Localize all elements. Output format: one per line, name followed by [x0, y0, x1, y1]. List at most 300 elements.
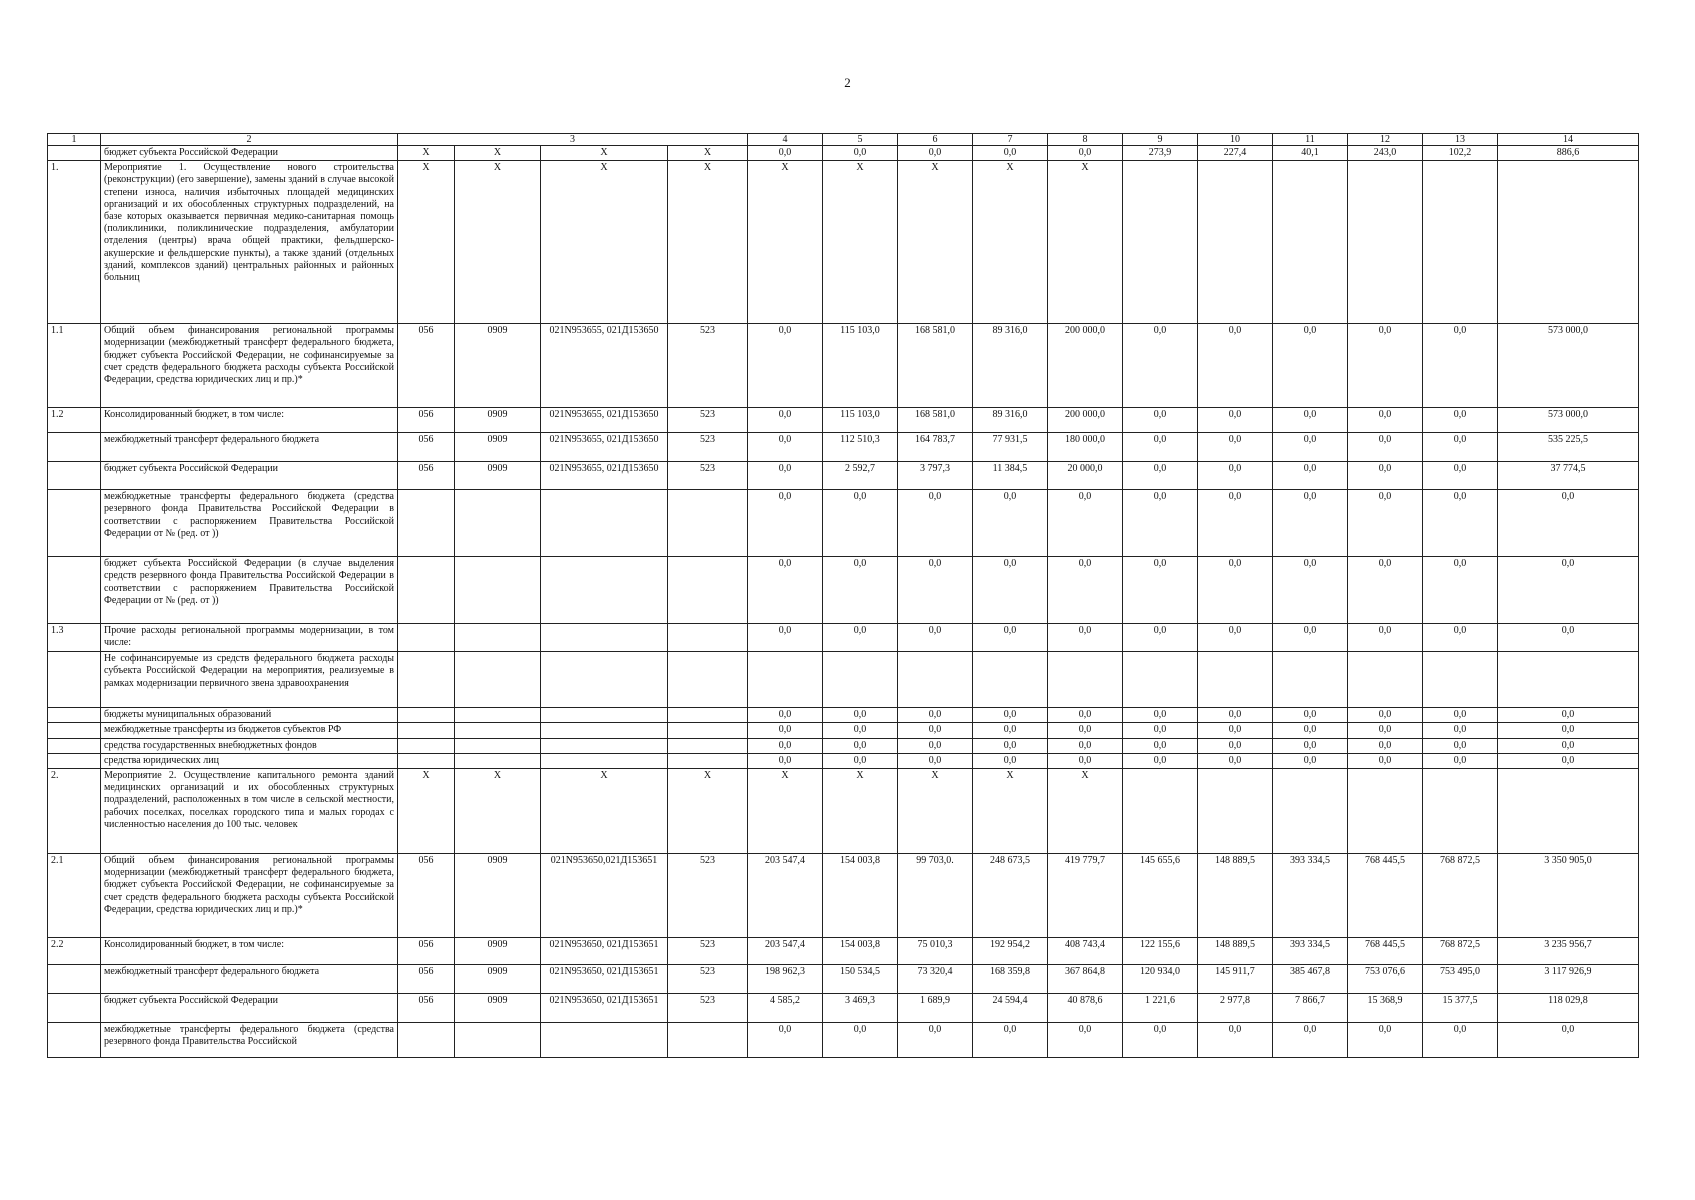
row-description: Общий объем финансирования региональной программы модернизации (межбюджетный трансферт федерального бюджета, бюджет субъекта Российской Федерации, не софинансируемые за счет средств федерального бюджета расходы субъекта Российской Федерации, средства юридических лиц и пр.)*	[101, 854, 398, 938]
code-cell	[398, 738, 455, 753]
value-cell: 0,0	[1123, 1023, 1198, 1058]
code-cell	[541, 708, 668, 723]
value-cell: 1 689,9	[898, 994, 973, 1023]
code-cell: 523	[668, 408, 748, 433]
value-cell: 0,0	[1048, 738, 1123, 753]
value-cell: 0,0	[823, 490, 898, 557]
code-cell: X	[455, 146, 541, 161]
code-cell: X	[668, 161, 748, 324]
value-cell	[1348, 161, 1423, 324]
code-cell: X	[541, 161, 668, 324]
code-cell	[541, 624, 668, 652]
code-cell	[668, 652, 748, 708]
value-cell: 0,0	[898, 708, 973, 723]
code-cell: 021N953655, 021Д153650	[541, 408, 668, 433]
value-cell: 0,0	[1198, 753, 1273, 768]
value-cell: 203 547,4	[748, 938, 823, 965]
column-number-5: 5	[823, 134, 898, 146]
table-row	[48, 324, 1639, 408]
value-cell: 0,0	[823, 624, 898, 652]
value-cell: 0,0	[1273, 1023, 1348, 1058]
value-cell: 0,0	[973, 708, 1048, 723]
value-cell: 40,1	[1273, 146, 1348, 161]
value-cell: 0,0	[1273, 624, 1348, 652]
code-cell	[668, 557, 748, 624]
row-number: 1.2	[48, 408, 101, 433]
value-cell: 0,0	[748, 753, 823, 768]
value-cell	[1123, 652, 1198, 708]
value-cell	[1123, 769, 1198, 854]
row-description: межбюджетные трансферты из бюджетов субъектов РФ	[101, 723, 398, 738]
row-description: межбюджетные трансферты федерального бюджета (средства резервного фонда Правительства Российской Федерации в соответствии с распоряжением Правительства Российской Федерации от № (ред. от ))	[101, 490, 398, 557]
value-cell	[1423, 769, 1498, 854]
code-cell: 056	[398, 938, 455, 965]
code-cell: 056	[398, 854, 455, 938]
value-cell: 75 010,3	[898, 938, 973, 965]
value-cell: 0,0	[1273, 433, 1348, 462]
code-cell	[398, 753, 455, 768]
value-cell: 0,0	[1348, 490, 1423, 557]
value-cell	[823, 652, 898, 708]
value-cell: 0,0	[898, 723, 973, 738]
value-cell: 393 334,5	[1273, 938, 1348, 965]
page-number: 2	[844, 75, 851, 90]
value-cell: 37 774,5	[1498, 462, 1639, 490]
value-cell: X	[898, 161, 973, 324]
value-cell: 0,0	[748, 557, 823, 624]
row-number	[48, 965, 101, 994]
column-number-14: 14	[1498, 134, 1639, 146]
code-cell: 0909	[455, 938, 541, 965]
code-cell	[455, 708, 541, 723]
value-cell: 0,0	[1198, 738, 1273, 753]
row-number: 1.3	[48, 624, 101, 652]
value-cell: 0,0	[1123, 433, 1198, 462]
value-cell: X	[973, 161, 1048, 324]
value-cell: 192 954,2	[973, 938, 1048, 965]
code-cell: X	[668, 146, 748, 161]
code-cell: 0909	[455, 462, 541, 490]
value-cell	[1423, 161, 1498, 324]
value-cell	[1423, 652, 1498, 708]
value-cell: 0,0	[1123, 557, 1198, 624]
code-cell: X	[668, 769, 748, 854]
value-cell	[1048, 652, 1123, 708]
value-cell: 248 673,5	[973, 854, 1048, 938]
value-cell: 0,0	[1423, 753, 1498, 768]
value-cell: 0,0	[1198, 1023, 1273, 1058]
row-description: межбюджетный трансферт федерального бюджета	[101, 965, 398, 994]
row-description: бюджет субъекта Российской Федерации (в случае выделения средств резервного фонда Правительства Российской Федерации в соответствии с распоряжением Правительства Российской Федерации от № (ред. от ))	[101, 557, 398, 624]
value-cell: 243,0	[1348, 146, 1423, 161]
value-cell: 0,0	[748, 146, 823, 161]
value-cell: 122 155,6	[1123, 938, 1198, 965]
value-cell: 0,0	[748, 324, 823, 408]
row-description: средства государственных внебюджетных фондов	[101, 738, 398, 753]
row-number	[48, 490, 101, 557]
code-cell: 056	[398, 965, 455, 994]
row-number: 2.	[48, 769, 101, 854]
value-cell: 200 000,0	[1048, 324, 1123, 408]
value-cell: 0,0	[1498, 557, 1639, 624]
value-cell: 102,2	[1423, 146, 1498, 161]
column-number-12: 12	[1348, 134, 1423, 146]
row-number: 2.2	[48, 938, 101, 965]
code-cell: 056	[398, 994, 455, 1023]
value-cell: 0,0	[1423, 624, 1498, 652]
value-cell: 0,0	[898, 490, 973, 557]
table-row	[48, 938, 1639, 965]
value-cell: 0,0	[1348, 723, 1423, 738]
value-cell	[1348, 769, 1423, 854]
value-cell: 0,0	[748, 433, 823, 462]
code-cell: X	[541, 769, 668, 854]
code-cell	[398, 1023, 455, 1058]
code-cell: 0909	[455, 994, 541, 1023]
row-number: 1.1	[48, 324, 101, 408]
row-number	[48, 1023, 101, 1058]
code-cell: 056	[398, 324, 455, 408]
value-cell: 115 103,0	[823, 324, 898, 408]
value-cell: X	[823, 769, 898, 854]
code-cell: 0909	[455, 324, 541, 408]
row-number	[48, 994, 101, 1023]
value-cell: 0,0	[1348, 408, 1423, 433]
code-cell	[668, 490, 748, 557]
value-cell: 0,0	[1273, 490, 1348, 557]
value-cell	[1273, 769, 1348, 854]
value-cell: 0,0	[1123, 490, 1198, 557]
value-cell: 0,0	[823, 723, 898, 738]
value-cell: 0,0	[973, 738, 1048, 753]
value-cell: 0,0	[748, 738, 823, 753]
value-cell: 0,0	[1498, 708, 1639, 723]
row-number	[48, 462, 101, 490]
column-number-1: 1	[48, 134, 101, 146]
value-cell: 15 368,9	[1348, 994, 1423, 1023]
value-cell: X	[748, 769, 823, 854]
code-cell: X	[455, 769, 541, 854]
value-cell: 154 003,8	[823, 854, 898, 938]
value-cell	[1498, 161, 1639, 324]
row-number	[48, 433, 101, 462]
value-cell: 164 783,7	[898, 433, 973, 462]
value-cell	[748, 652, 823, 708]
code-cell: 523	[668, 324, 748, 408]
value-cell: 0,0	[748, 490, 823, 557]
column-number-4: 4	[748, 134, 823, 146]
value-cell: 200 000,0	[1048, 408, 1123, 433]
column-number-2: 2	[101, 134, 398, 146]
table-row	[48, 769, 1639, 854]
value-cell: 145 655,6	[1123, 854, 1198, 938]
column-number-row	[48, 134, 1639, 146]
value-cell: 3 350 905,0	[1498, 854, 1639, 938]
table-row	[48, 1023, 1639, 1058]
value-cell: 768 445,5	[1348, 938, 1423, 965]
row-description: Мероприятие 2. Осуществление капитального ремонта зданий медицинских организаций и их обособленных структурных подразделений, расположенных в том числе в сельской местности, рабочих поселках, поселках городского типа и малых городах с численностью населения до 100 тыс. человек	[101, 769, 398, 854]
value-cell: 573 000,0	[1498, 408, 1639, 433]
value-cell: 120 934,0	[1123, 965, 1198, 994]
value-cell: 0,0	[1348, 624, 1423, 652]
value-cell: 273,9	[1123, 146, 1198, 161]
value-cell: 150 534,5	[823, 965, 898, 994]
value-cell: 1 221,6	[1123, 994, 1198, 1023]
code-cell	[541, 753, 668, 768]
value-cell: 3 235 956,7	[1498, 938, 1639, 965]
value-cell: 145 911,7	[1198, 965, 1273, 994]
row-number	[48, 708, 101, 723]
code-cell	[541, 490, 668, 557]
value-cell: 0,0	[1273, 557, 1348, 624]
value-cell: 2 592,7	[823, 462, 898, 490]
value-cell: X	[1048, 161, 1123, 324]
column-number-13: 13	[1423, 134, 1498, 146]
table-row	[48, 753, 1639, 768]
code-cell: 021N953650, 021Д153651	[541, 965, 668, 994]
value-cell: 0,0	[1498, 738, 1639, 753]
value-cell: 24 594,4	[973, 994, 1048, 1023]
code-cell: 0909	[455, 965, 541, 994]
row-number: 1.	[48, 161, 101, 324]
value-cell	[1348, 652, 1423, 708]
code-cell: 021N953650, 021Д153651	[541, 938, 668, 965]
row-number	[48, 738, 101, 753]
value-cell: 0,0	[1048, 146, 1123, 161]
value-cell	[1498, 652, 1639, 708]
value-cell: 0,0	[1123, 624, 1198, 652]
code-cell: 021N953650,021Д153651	[541, 854, 668, 938]
value-cell: 0,0	[1498, 490, 1639, 557]
value-cell: 0,0	[898, 738, 973, 753]
value-cell: 154 003,8	[823, 938, 898, 965]
value-cell: 11 384,5	[973, 462, 1048, 490]
row-description: бюджеты муниципальных образований	[101, 708, 398, 723]
code-cell	[455, 490, 541, 557]
value-cell: 0,0	[823, 1023, 898, 1058]
value-cell: 168 581,0	[898, 408, 973, 433]
table-row	[48, 490, 1639, 557]
column-number-6: 6	[898, 134, 973, 146]
value-cell: 89 316,0	[973, 408, 1048, 433]
budget-table	[47, 133, 1639, 1058]
row-description: Не софинансируемые из средств федерального бюджета расходы субъекта Российской Федерации на мероприятия, реализуемые в рамках модернизации первичного звена здравоохранения	[101, 652, 398, 708]
value-cell: 3 117 926,9	[1498, 965, 1639, 994]
value-cell: 73 320,4	[898, 965, 973, 994]
value-cell: 168 581,0	[898, 324, 973, 408]
value-cell: 0,0	[1048, 753, 1123, 768]
column-number-7: 7	[973, 134, 1048, 146]
row-number: 2.1	[48, 854, 101, 938]
value-cell: 768 872,5	[1423, 854, 1498, 938]
value-cell: 0,0	[1348, 462, 1423, 490]
value-cell: 0,0	[1498, 624, 1639, 652]
column-number-10: 10	[1198, 134, 1273, 146]
value-cell: 148 889,5	[1198, 854, 1273, 938]
code-cell: 021N953655, 021Д153650	[541, 433, 668, 462]
value-cell: 0,0	[973, 146, 1048, 161]
code-cell	[455, 723, 541, 738]
value-cell: 0,0	[1123, 708, 1198, 723]
value-cell: 0,0	[1348, 557, 1423, 624]
value-cell: 0,0	[1123, 408, 1198, 433]
value-cell: 0,0	[1198, 462, 1273, 490]
value-cell: 0,0	[1423, 433, 1498, 462]
column-number-11: 11	[1273, 134, 1348, 146]
code-cell: 0909	[455, 854, 541, 938]
code-cell	[398, 557, 455, 624]
code-cell	[455, 652, 541, 708]
value-cell: 0,0	[1273, 708, 1348, 723]
code-cell	[455, 738, 541, 753]
table-row	[48, 433, 1639, 462]
value-cell: 4 585,2	[748, 994, 823, 1023]
value-cell: 0,0	[1123, 462, 1198, 490]
code-cell: X	[541, 146, 668, 161]
code-cell	[668, 753, 748, 768]
value-cell: 180 000,0	[1048, 433, 1123, 462]
code-cell	[668, 708, 748, 723]
code-cell: 523	[668, 994, 748, 1023]
value-cell: 535 225,5	[1498, 433, 1639, 462]
code-cell	[398, 490, 455, 557]
row-description: межбюджетные трансферты федерального бюджета (средства резервного фонда Правительства Российской	[101, 1023, 398, 1058]
value-cell: 227,4	[1198, 146, 1273, 161]
value-cell: 0,0	[973, 557, 1048, 624]
value-cell: 0,0	[1423, 408, 1498, 433]
row-description: бюджет субъекта Российской Федерации	[101, 146, 398, 161]
value-cell: 0,0	[1198, 624, 1273, 652]
value-cell: 20 000,0	[1048, 462, 1123, 490]
code-cell: 0909	[455, 408, 541, 433]
value-cell: 112 510,3	[823, 433, 898, 462]
row-number	[48, 557, 101, 624]
value-cell: 0,0	[1198, 490, 1273, 557]
value-cell: 0,0	[1198, 408, 1273, 433]
value-cell: 0,0	[1048, 723, 1123, 738]
value-cell: 0,0	[748, 624, 823, 652]
value-cell: 886,6	[1498, 146, 1639, 161]
value-cell: 768 445,5	[1348, 854, 1423, 938]
code-cell: 523	[668, 854, 748, 938]
value-cell: 0,0	[1048, 1023, 1123, 1058]
code-cell: 523	[668, 462, 748, 490]
value-cell: 0,0	[1348, 324, 1423, 408]
row-number	[48, 723, 101, 738]
value-cell: 0,0	[898, 146, 973, 161]
code-cell	[455, 753, 541, 768]
value-cell: 0,0	[973, 723, 1048, 738]
value-cell: 0,0	[1123, 723, 1198, 738]
value-cell: 0,0	[748, 408, 823, 433]
column-number-9: 9	[1123, 134, 1198, 146]
code-cell: 523	[668, 938, 748, 965]
value-cell: 77 931,5	[973, 433, 1048, 462]
code-cell	[541, 557, 668, 624]
code-cell: X	[455, 161, 541, 324]
value-cell: 89 316,0	[973, 324, 1048, 408]
value-cell: 0,0	[1423, 462, 1498, 490]
value-cell: 203 547,4	[748, 854, 823, 938]
code-cell	[541, 738, 668, 753]
value-cell: 0,0	[1198, 723, 1273, 738]
row-description: средства юридических лиц	[101, 753, 398, 768]
table-row	[48, 462, 1639, 490]
value-cell: 3 797,3	[898, 462, 973, 490]
value-cell: 0,0	[1198, 708, 1273, 723]
value-cell: 0,0	[748, 708, 823, 723]
value-cell: 0,0	[1198, 433, 1273, 462]
value-cell: 0,0	[748, 462, 823, 490]
value-cell: 0,0	[1123, 324, 1198, 408]
code-cell: 523	[668, 433, 748, 462]
value-cell: 0,0	[973, 490, 1048, 557]
value-cell: 0,0	[1273, 324, 1348, 408]
value-cell: 118 029,8	[1498, 994, 1639, 1023]
value-cell: 168 359,8	[973, 965, 1048, 994]
row-description: Консолидированный бюджет, в том числе:	[101, 408, 398, 433]
value-cell: 0,0	[1423, 490, 1498, 557]
value-cell	[1198, 769, 1273, 854]
row-description: бюджет субъекта Российской Федерации	[101, 994, 398, 1023]
value-cell: 0,0	[1423, 723, 1498, 738]
value-cell: 0,0	[973, 1023, 1048, 1058]
value-cell: 0,0	[748, 723, 823, 738]
code-cell	[668, 738, 748, 753]
code-cell: X	[398, 146, 455, 161]
code-cell	[455, 1023, 541, 1058]
code-cell	[541, 1023, 668, 1058]
value-cell: 753 076,6	[1348, 965, 1423, 994]
code-cell	[455, 557, 541, 624]
value-cell: 0,0	[1348, 738, 1423, 753]
code-cell: 056	[398, 433, 455, 462]
value-cell: 408 743,4	[1048, 938, 1123, 965]
value-cell: 0,0	[823, 753, 898, 768]
table-row	[48, 965, 1639, 994]
value-cell: 0,0	[973, 624, 1048, 652]
value-cell: 0,0	[1423, 738, 1498, 753]
code-cell	[398, 652, 455, 708]
value-cell: 0,0	[1348, 1023, 1423, 1058]
code-cell	[541, 723, 668, 738]
code-cell	[398, 708, 455, 723]
row-number	[48, 753, 101, 768]
value-cell: 0,0	[1273, 753, 1348, 768]
value-cell: 0,0	[1348, 433, 1423, 462]
table-row	[48, 624, 1639, 652]
value-cell: 2 977,8	[1198, 994, 1273, 1023]
value-cell	[1498, 769, 1639, 854]
value-cell: 0,0	[1273, 723, 1348, 738]
value-cell	[898, 652, 973, 708]
table-row	[48, 557, 1639, 624]
value-cell	[1198, 652, 1273, 708]
value-cell: 753 495,0	[1423, 965, 1498, 994]
row-number	[48, 146, 101, 161]
code-cell: 056	[398, 462, 455, 490]
value-cell: 3 469,3	[823, 994, 898, 1023]
value-cell: 0,0	[1273, 462, 1348, 490]
code-cell: 021N953655, 021Д153650	[541, 324, 668, 408]
value-cell: 99 703,0.	[898, 854, 973, 938]
code-cell	[668, 1023, 748, 1058]
value-cell: 0,0	[1423, 708, 1498, 723]
table-row	[48, 854, 1639, 938]
value-cell: 0,0	[748, 1023, 823, 1058]
table-row	[48, 723, 1639, 738]
value-cell: 0,0	[1123, 738, 1198, 753]
